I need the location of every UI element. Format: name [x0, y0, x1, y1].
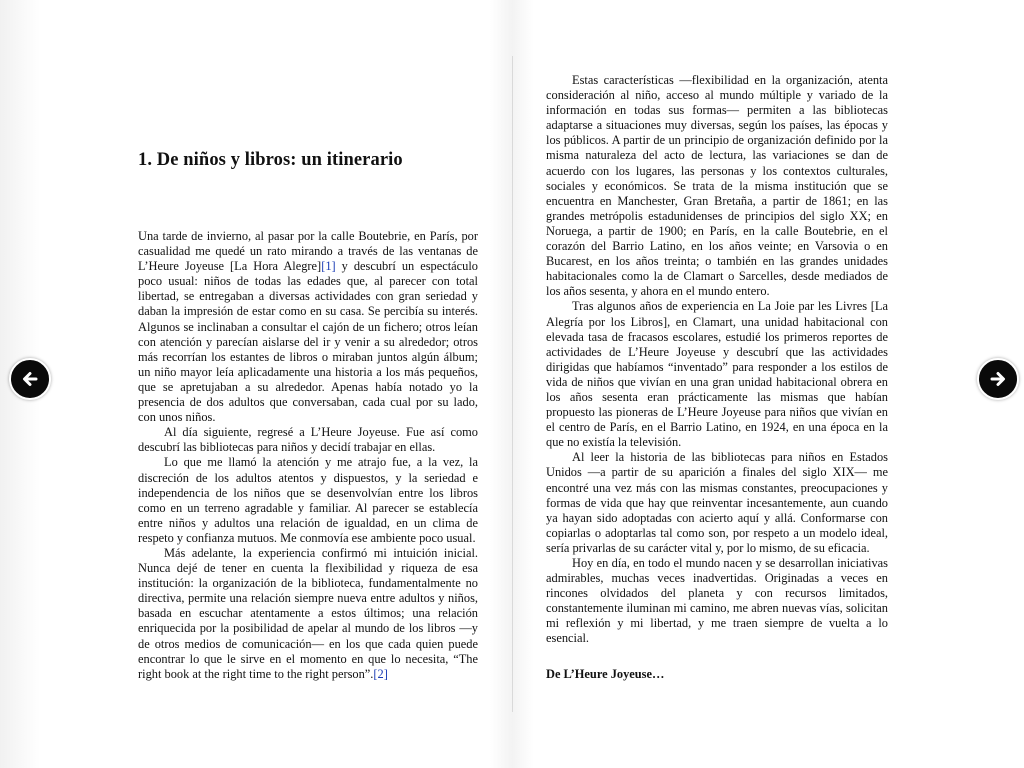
arrow-right-icon — [988, 369, 1008, 389]
previous-page-button[interactable] — [9, 358, 51, 400]
book-spine — [512, 56, 513, 712]
footnote-link-1[interactable]: [1] — [321, 259, 336, 274]
left-text-column — [138, 229, 478, 682]
paragraph: Más adelante, la experiencia confirmó mi intuición inicial. Nunca dejé de tener en cuenta la flexibilidad y riqueza de esa institución: la organización de la biblioteca, fundamentalmente no directiva, permite una relación siempre nueva entre adultos y niños, basada en escuchar atentamente a estos últimos; una relación enriquecida por la posibilidad de apelar al mundo de los libros —y de otros medios de comunicación— en los que cada quien puede encontrar lo que le sirve en el momento en que lo necesita, “The right book at the right time to the right person”.[2] — [138, 545, 478, 681]
footnote-link-2[interactable]: [2] — [373, 666, 388, 681]
arrow-left-icon — [20, 369, 40, 389]
paragraph: Tras algunos años de experiencia en La Joie par les Livres [La Alegría por los Libros], en Clamart, una unidad habitacional con elevada tasa de fracasos escolares, estudié los primeros reportes de actividades de L’Heure Joyeuse y descubrí que las actividades dirigidas que habíamos “inventado” para responder a los estilos de vida de niños que vivían en una gran unidad habitacional obrera en los años sesenta eran prácticamente las mismas que habían propuesto las pioneras de L’Heure Joyeuse para niños que vivían en el centro de París, en el Barrio Latino, en 1924, en una época en la que no existía la televisión. — [546, 299, 888, 450]
section-heading-next: De L’Heure Joyeuse… — [546, 667, 665, 681]
paragraph: Hoy en día, en todo el mundo nacen y se desarrollan iniciativas admirables, muchas veces inadvertidas. Originadas a veces en rincones olvidados del planeta y con recursos limitados, constantemente iluminan mi camino, me abren nuevas vías, solicitan mi reflexión y mi libertad, y me traen siempre de vuelta a lo esencial. — [546, 556, 888, 646]
paragraph: Estas características —flexibilidad en la organización, atenta consideración al niño, acceso al mundo múltiple y variado de la información en todas sus formas— permiten a las bibliotecas adaptarse a situaciones muy diversas, según los países, las épocas y los públicos. A partir de un principio de organización definido por la misma naturaleza del acto de lectura, las variaciones se dan de acuerdo con los lugares, las personas y los contextos culturales, sociales y económicos. Se trata de la misma institución que se encuentra en Manchester, Gran Bretaña, a partir de 1861; en las grandes metrópolis estadunidenses de principios del siglo XX; en Noruega, a partir de 1900; en París, en la calle Boutebrie, en el corazón del Barrio Latino, en los años veinte; en Varsovia o en Bucarest, en los años treinta; o también en las grandes unidades habitacionales como la de Clamart o Sarcelles, desde mediados de los años sesenta, y ahora en el mundo entero. — [546, 73, 888, 299]
paragraph: Lo que me llamó la atención y me atrajo fue, a la vez, la discreción de los adultos atentos y dispuestos, y la seriedad e independencia de los niños que se desenvolvían entre los libros como en un terreno agradable y familiar. Al parecer se establecía entre niños y adultos una relación de igualdad, en un clima de respeto y confianza mutuos. Me conmovía ese ambiente poco usual. — [138, 455, 478, 545]
paragraph: Una tarde de invierno, al pasar por la calle Boutebrie, en París, por casualidad me quedé un rato mirando a través de las ventanas de L’Heure Joyeuse [La Hora Alegre][1] y descubrí un espectáculo poco usual: niños de todas las edades que, al parecer con total libertad, se entregaban a diversas actividades con gran seriedad y daban la impresión de estar como en su casa. Se percibía su interés. Algunos se inclinaban a consultar el cajón de un fichero; otros leían con atención y parecían aislarse del ir y venir a su alrededor; otros más recorrían los estantes de libros o miraban juntos algún álbum; un niño mayor leía aplicadamente una historia a los más pequeños, que se apretujaban a su alrededor. Apenas había notado yo la presencia de dos adultos que conversaban, cada cual por su lado, con unos niños. — [138, 229, 479, 425]
next-page-button[interactable] — [977, 358, 1019, 400]
paragraph: Al día siguiente, regresé a L’Heure Joyeuse. Fue así como descubrí las bibliotecas para niños y decidí trabajar en ellas. — [138, 425, 478, 455]
paragraph: Al leer la historia de las bibliotecas para niños en Estados Unidos —a partir de su aparición a finales del siglo XIX— me encontré una vez más con las mismas constantes, preocupaciones y formas de vida que hay que reinventar incesantemente, aun cuando ya hayan sido adoptadas con acierto aquí y allá. Conformarse con copiarlas o adoptarlas tal como son, por respeto a un modelo ideal, sería privarlas de su carácter vital y, por lo mismo, de su eficacia. — [546, 450, 888, 555]
right-text-column — [546, 73, 888, 647]
chapter-title: 1. De niños y libros: un itinerario — [138, 150, 403, 170]
